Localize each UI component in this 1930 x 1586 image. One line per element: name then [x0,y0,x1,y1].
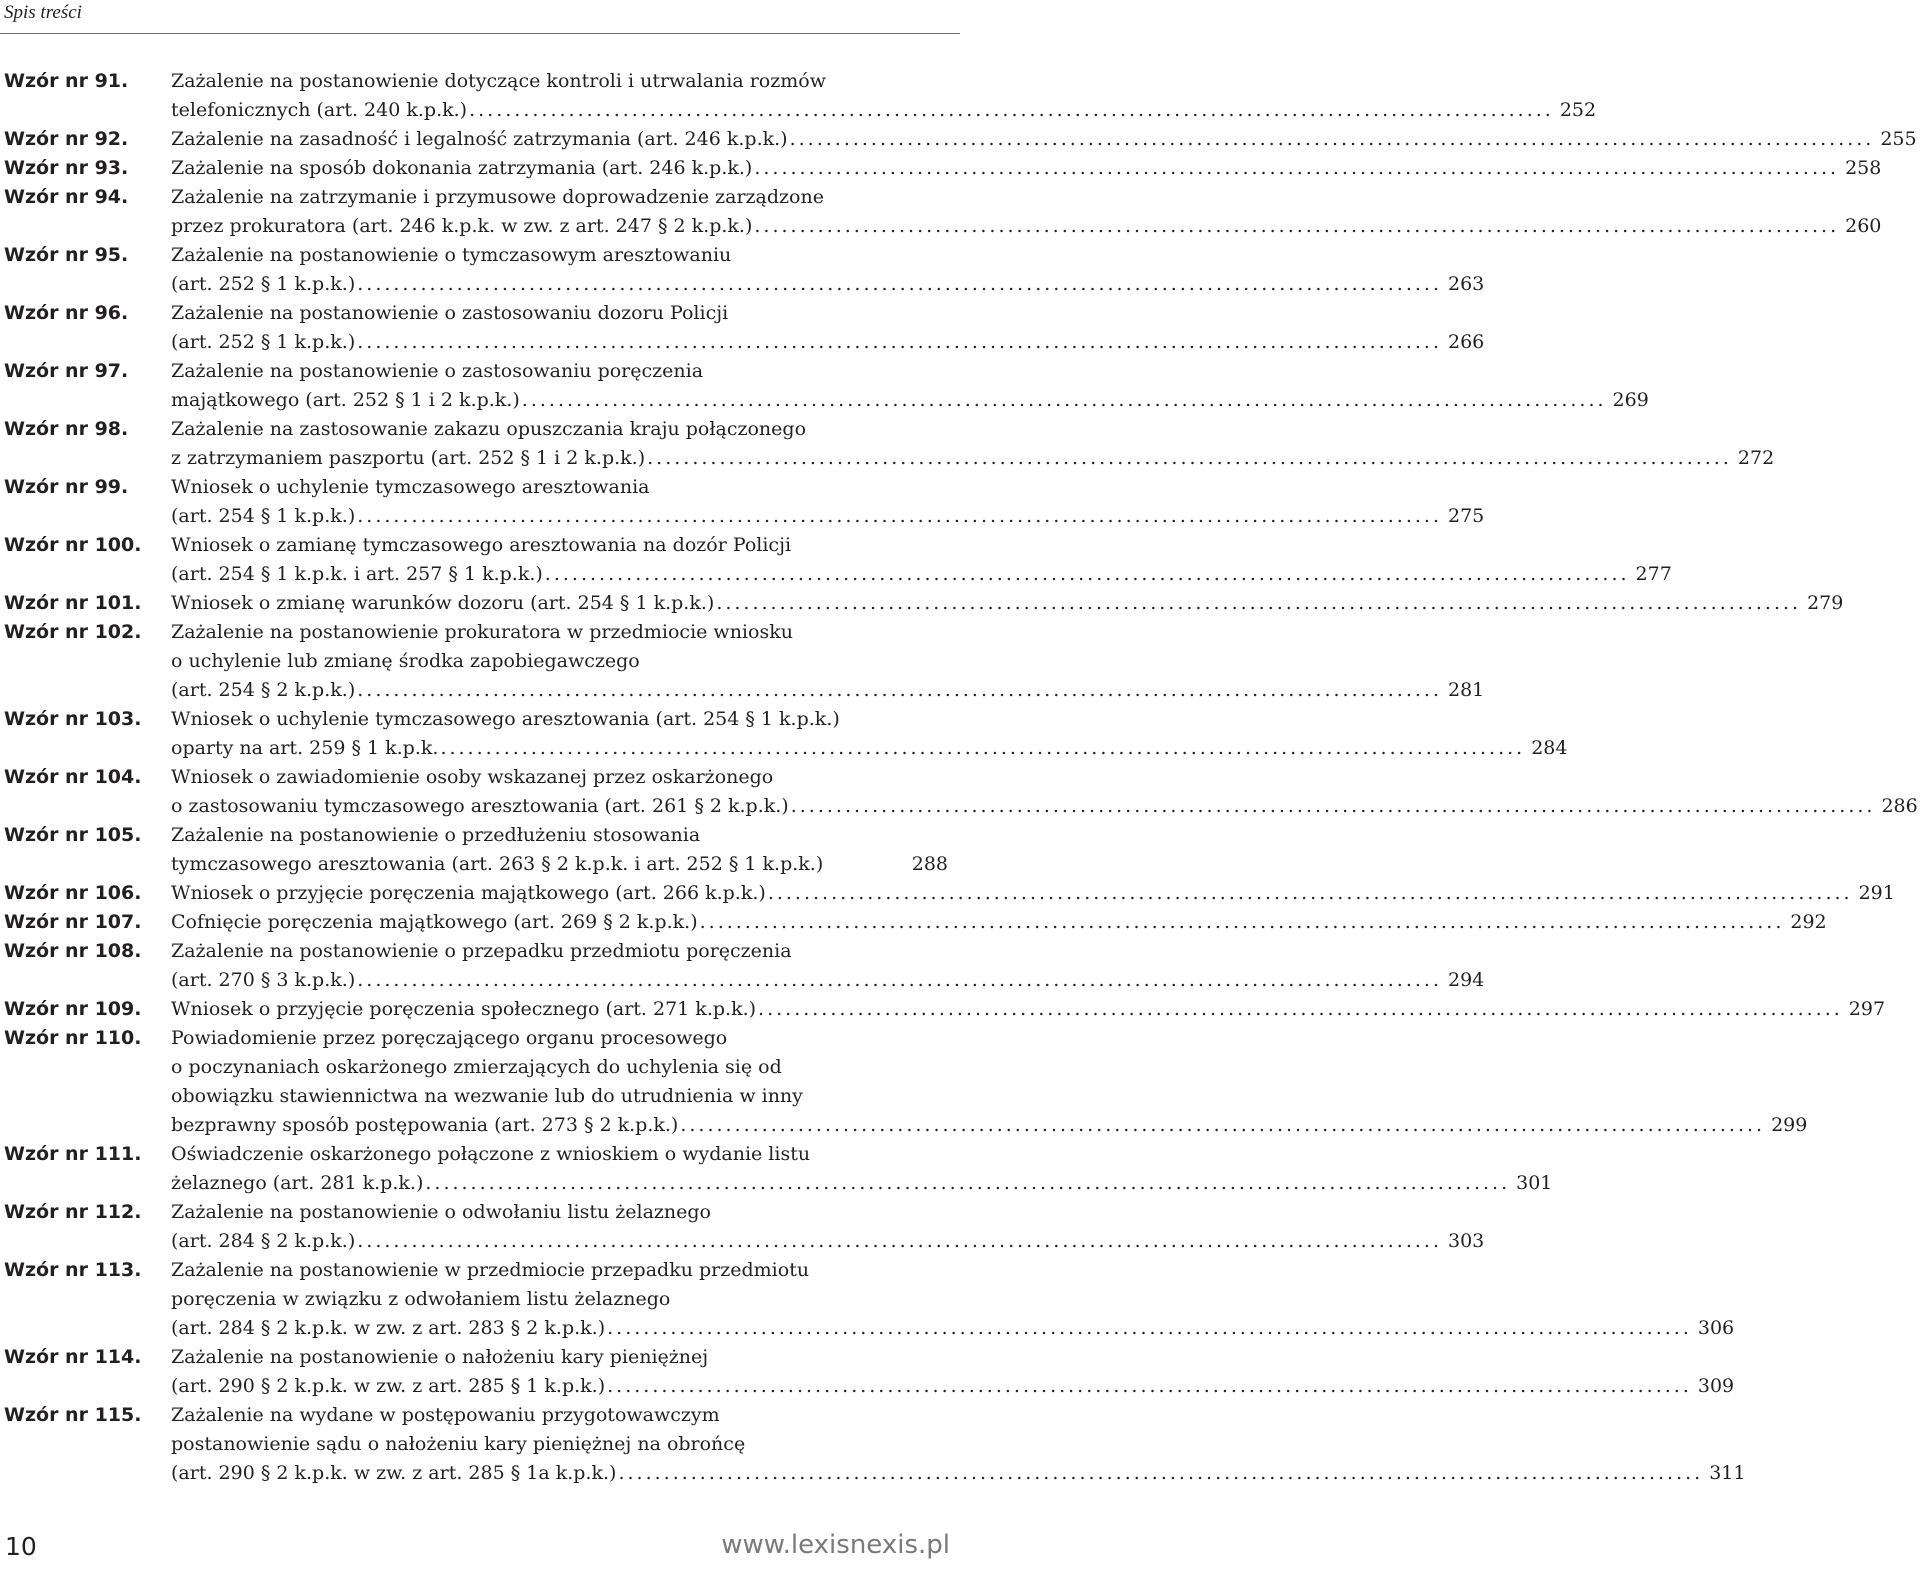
toc-entry-label: Wzór nr 110. [4,1027,142,1049]
toc-entry[interactable] [0,937,1485,995]
toc-entry-page: 269 [1612,389,1649,411]
toc-entry-title-line: telefonicznych (art. 240 k.p.k.) [171,99,468,121]
toc-entry-title-line: tymczasowego aresztowania (art. 263 § 2 k.p.k. i art. 252 § 1 k.p.k.) [171,853,824,875]
toc-entry[interactable] [0,241,1485,299]
toc-entry-title-line: Zażalenie na wydane w postępowaniu przygotowawczym [171,1404,720,1426]
dot-leader: ........................................................................................................................ [680,1114,1766,1136]
toc-entry[interactable] [0,879,1895,908]
toc-entry-title-line: (art. 284 § 2 k.p.k. w zw. z art. 283 § 2 k.p.k.) [171,1317,606,1339]
toc-entry-title-line: obowiązku stawiennictwa na wezwanie lub do utrudnienia w inny [171,1085,803,1107]
toc-entry[interactable] [0,125,1917,154]
dot-leader: ........................................................................................................................ [699,911,1785,933]
toc-entry-title-line: Zażalenie na sposób dokonania zatrzymania (art. 246 k.p.k.) [171,157,753,179]
toc-entry-title [171,415,1775,473]
toc-entry-label: Wzór nr 98. [4,418,129,440]
toc-entry-title-line: Wniosek o zamianę tymczasowego aresztowania na dozór Policji [171,534,792,556]
toc-entry-title [171,299,1485,357]
toc-entry-label: Wzór nr 114. [4,1346,142,1368]
toc-entry-title [171,531,1672,589]
toc-entry-title-line: (art. 290 § 2 k.p.k. w zw. z art. 285 § 1 k.p.k.) [171,1375,606,1397]
toc-entry[interactable] [0,589,1844,618]
toc-entry[interactable] [0,357,1649,415]
toc-entry-title-line: (art. 254 § 1 k.p.k.) [171,505,356,527]
toc-entry-label: Wzór nr 99. [4,476,129,498]
toc-entry-title-line: o zastosowaniu tymczasowego aresztowania (art. 261 § 2 k.p.k.) [171,795,789,817]
toc-entry-title-line: oparty na art. 259 § 1 k.p.k. [171,737,439,759]
dot-leader: ........................................................................................................................ [357,679,1442,701]
toc-entry-title [171,357,1649,415]
toc-entry-label: Wzór nr 93. [4,157,129,179]
toc-entry-title [171,763,1918,821]
toc-entry-title-line: (art. 252 § 1 k.p.k.) [171,331,356,353]
dot-leader: ........................................................................................................................ [425,1172,1511,1194]
toc-entry-title-line: (art. 290 § 2 k.p.k. w zw. z art. 285 § 1a k.p.k.) [171,1462,617,1484]
toc-entry-title-line: Wniosek o zmianę warunków dozoru (art. 254 § 1 k.p.k.) [171,592,715,614]
dot-leader: ........................................................................................................................ [647,447,1732,469]
toc-entry-page: 277 [1635,563,1672,585]
dot-leader: ........................................................................................................................ [521,389,1607,411]
toc-entry-page: 288 [911,853,948,875]
toc-entry-title [171,1343,1735,1401]
toc-entry-title [171,705,1568,763]
toc-entry-title-line: Zażalenie na postanowienie o przedłużeniu stosowania [171,824,701,846]
toc-entry-title-line: bezprawny sposób postępowania (art. 273 § 2 k.p.k.) [171,1114,679,1136]
toc-entry-page: 303 [1447,1230,1485,1252]
toc-entry-label: Wzór nr 103. [4,708,142,730]
dot-leader: ........................................................................................................................ [357,331,1442,353]
toc-entry-title [171,589,1844,618]
toc-entry[interactable] [0,1401,1746,1488]
toc-entry-title-line: poręczenia w związku z odwołaniem listu żelaznego [171,1288,671,1310]
toc-entry-title-line: Zażalenie na zatrzymanie i przymusowe doprowadzenie zarządzone [171,186,824,208]
toc-entry[interactable] [0,154,1882,183]
table-of-contents [0,67,1918,1488]
dot-leader: ........................................................................................................................ [754,157,1840,179]
dot-leader: ........................................................................................................................ [758,998,1843,1020]
toc-entry-title-line: Wniosek o przyjęcie poręczenia społecznego (art. 271 k.p.k.) [171,998,757,1020]
dot-leader: ........................................................................................................................ [767,882,1853,904]
toc-entry-title-line: Zażalenie na postanowienie o przepadku przedmiotu poręczenia [171,940,792,962]
toc-entry-title-line: z zatrzymaniem paszportu (art. 252 § 1 i 2 k.p.k.) [171,447,646,469]
toc-entry-label: Wzór nr 112. [4,1201,142,1223]
toc-entry-label: Wzór nr 92. [4,128,129,150]
toc-entry-title-line: Zażalenie na postanowienie w przedmiocie przepadku przedmiotu [171,1259,810,1281]
dot-leader: ........................................................................................................................ [469,99,1554,121]
toc-entry-label: Wzór nr 97. [4,360,129,382]
toc-entry-label: Wzór nr 115. [4,1404,142,1426]
toc-entry-title-line: przez prokuratora (art. 246 k.p.k. w zw. z art. 247 § 2 k.p.k.) [171,215,753,237]
toc-entry[interactable] [0,618,1485,705]
toc-entry-title [171,879,1895,908]
toc-entry-title-line: Wniosek o uchylenie tymczasowego aresztowania [171,476,650,498]
dot-leader: ........................................................................................................................ [754,215,1840,237]
dot-leader: ........................................................................................................................ [789,128,1875,150]
toc-entry[interactable] [0,995,1886,1024]
toc-entry-title-line: Zażalenie na postanowienie prokuratora w przedmiocie wniosku [171,621,793,643]
toc-entry-title-line: o poczynaniach oskarżonego zmierzających do uchylenia się od [171,1056,782,1078]
toc-entry-title-line: Wniosek o przyjęcie poręczenia majątkowego (art. 266 k.p.k.) [171,882,766,904]
toc-entry-page: 301 [1516,1172,1553,1194]
toc-entry[interactable] [0,299,1485,357]
dot-leader: ........................................................................................................................ [607,1375,1692,1397]
toc-entry-title [171,67,1597,125]
toc-entry-title [171,241,1485,299]
toc-entry-title-line: (art. 252 § 1 k.p.k.) [171,273,356,295]
toc-entry-label: Wzór nr 100. [4,534,142,556]
toc-entry-title [171,908,1827,937]
dot-leader: ........................................................................................................................ [716,592,1802,614]
header-divider [0,33,960,34]
toc-entry-title [171,618,1485,705]
toc-entry-title [171,125,1917,154]
toc-entry-title-line: Zażalenie na zastosowanie zakazu opuszczania kraju połączonego [171,418,807,440]
toc-entry-page: 263 [1447,273,1485,295]
toc-entry-title-line: Zażalenie na postanowienie dotyczące kontroli i utrwalania rozmów [171,70,826,92]
toc-entry-title [171,183,1882,241]
toc-entry-title [171,473,1485,531]
toc-entry-title-line: Zażalenie na postanowienie o tymczasowym aresztowaniu [171,244,732,266]
toc-entry-title [171,1198,1485,1256]
toc-entry-title-line: (art. 254 § 1 k.p.k. i art. 257 § 1 k.p.k.) [171,563,543,585]
dot-leader: ........................................................................................................................ [440,737,1526,759]
toc-entry-title-line: majątkowego (art. 252 § 1 i 2 k.p.k.) [171,389,520,411]
toc-entry-label: Wzór nr 108. [4,940,142,962]
toc-entry-title-line: Zażalenie na zasadność i legalność zatrzymania (art. 246 k.p.k.) [171,128,788,150]
running-header: Spis treści [4,2,82,23]
dot-leader: ........................................................................................................................ [357,505,1442,527]
toc-entry[interactable] [0,1140,1553,1198]
toc-entry-title-line: Powiadomienie przez poręczającego organu procesowego [171,1027,728,1049]
toc-entry[interactable] [0,183,1882,241]
toc-entry[interactable] [0,705,1568,763]
toc-entry[interactable] [0,1024,1808,1140]
toc-entry-page: 260 [1845,215,1882,237]
toc-entry-label: Wzór nr 111. [4,1143,142,1165]
toc-entry-page: 291 [1858,882,1895,904]
toc-entry-label: Wzór nr 102. [4,621,142,643]
toc-entry-title [171,937,1485,995]
toc-entry-title [171,821,960,879]
toc-entry-title-line: Zażalenie na postanowienie o odwołaniu listu żelaznego [171,1201,711,1223]
toc-entry-page: 275 [1447,505,1485,527]
toc-entry-page: 284 [1531,737,1568,759]
toc-entry-label: Wzór nr 96. [4,302,129,324]
toc-entry-label: Wzór nr 107. [4,911,142,933]
page-number: 10 [5,1532,37,1561]
toc-entry-page: 272 [1737,447,1775,469]
publisher-url: www.lexisnexis.pl [721,1530,950,1560]
toc-entry-title-line: Zażalenie na postanowienie o zastosowaniu poręczenia [171,360,704,382]
toc-entry-page: 297 [1848,998,1886,1020]
toc-entry-title [171,995,1886,1024]
toc-entry-title-line: Wniosek o uchylenie tymczasowego aresztowania (art. 254 § 1 k.p.k.) [171,708,840,730]
toc-entry-page: 286 [1881,795,1918,817]
toc-entry[interactable] [0,908,1827,937]
toc-entry-label: Wzór nr 95. [4,244,129,266]
toc-entry[interactable] [0,1198,1485,1256]
toc-entry-title-line: Wniosek o zawiadomienie osoby wskazanej przez oskarżonego [171,766,774,788]
toc-entry[interactable] [0,531,1672,589]
toc-entry-label: Wzór nr 109. [4,998,142,1020]
toc-entry-title-line: (art. 284 § 2 k.p.k.) [171,1230,356,1252]
toc-entry-page: 255 [1880,128,1917,150]
toc-entry-label: Wzór nr 91. [4,70,129,92]
toc-entry-title [171,1140,1553,1198]
dot-leader: ........................................................................................................................ [607,1317,1692,1339]
toc-entry[interactable] [0,473,1485,531]
toc-entry-page: 294 [1447,969,1485,991]
toc-entry[interactable] [0,1256,1735,1343]
toc-entry-page: 292 [1790,911,1827,933]
toc-entry-label: Wzór nr 106. [4,882,142,904]
toc-entry-page: 311 [1709,1462,1746,1484]
toc-entry-title-line: Cofnięcie poręczenia majątkowego (art. 269 § 2 k.p.k.) [171,911,698,933]
toc-entry-page: 266 [1447,331,1485,353]
toc-entry-title-line: (art. 254 § 2 k.p.k.) [171,679,356,701]
dot-leader: ........................................................................................................................ [357,273,1442,295]
toc-entry-title-line: Zażalenie na postanowienie o nałożeniu kary pieniężnej [171,1346,709,1368]
toc-entry-page: 279 [1807,592,1844,614]
toc-entry[interactable] [0,415,1775,473]
toc-entry-page: 309 [1697,1375,1735,1397]
toc-entry-label: Wzór nr 101. [4,592,142,614]
dot-leader: ........................................................................................................................ [790,795,1876,817]
dot-leader: ........................................................................................................................ [357,969,1442,991]
toc-entry-title [171,1401,1746,1488]
toc-entry-page: 252 [1559,99,1597,121]
toc-entry-title-line: Zażalenie na postanowienie o zastosowaniu dozoru Policji [171,302,729,324]
toc-entry-label: Wzór nr 113. [4,1259,142,1281]
toc-entry[interactable] [0,821,960,879]
toc-entry[interactable] [0,67,1597,125]
toc-entry-page: 281 [1447,679,1485,701]
toc-entry-title [171,1024,1808,1140]
toc-entry-title [171,154,1882,183]
toc-entry-label: Wzór nr 104. [4,766,142,788]
dot-leader: ........................................................................................................................ [357,1230,1442,1252]
toc-entry-label: Wzór nr 94. [4,186,129,208]
dot-leader: ........................................................................................................................ [544,563,1630,585]
toc-entry-title [171,1256,1735,1343]
toc-entry-page: 258 [1845,157,1882,179]
toc-entry-label: Wzór nr 105. [4,824,142,846]
toc-entry-title-line: Oświadczenie oskarżonego połączone z wnioskiem o wydanie listu [171,1143,811,1165]
toc-entry[interactable] [0,763,1918,821]
toc-entry-page: 299 [1771,1114,1808,1136]
toc-entry-title-line: postanowienie sądu o nałożeniu kary pieniężnej na obrońcę [171,1433,746,1455]
dot-leader: ........................................................................................................................ [618,1462,1704,1484]
toc-entry-title-line: żelaznego (art. 281 k.p.k.) [171,1172,424,1194]
toc-entry-title-line: (art. 270 § 3 k.p.k.) [171,969,356,991]
toc-entry-page: 306 [1697,1317,1735,1339]
toc-entry-title-line: o uchylenie lub zmianę środka zapobiegawczego [171,650,640,672]
toc-entry[interactable] [0,1343,1735,1401]
